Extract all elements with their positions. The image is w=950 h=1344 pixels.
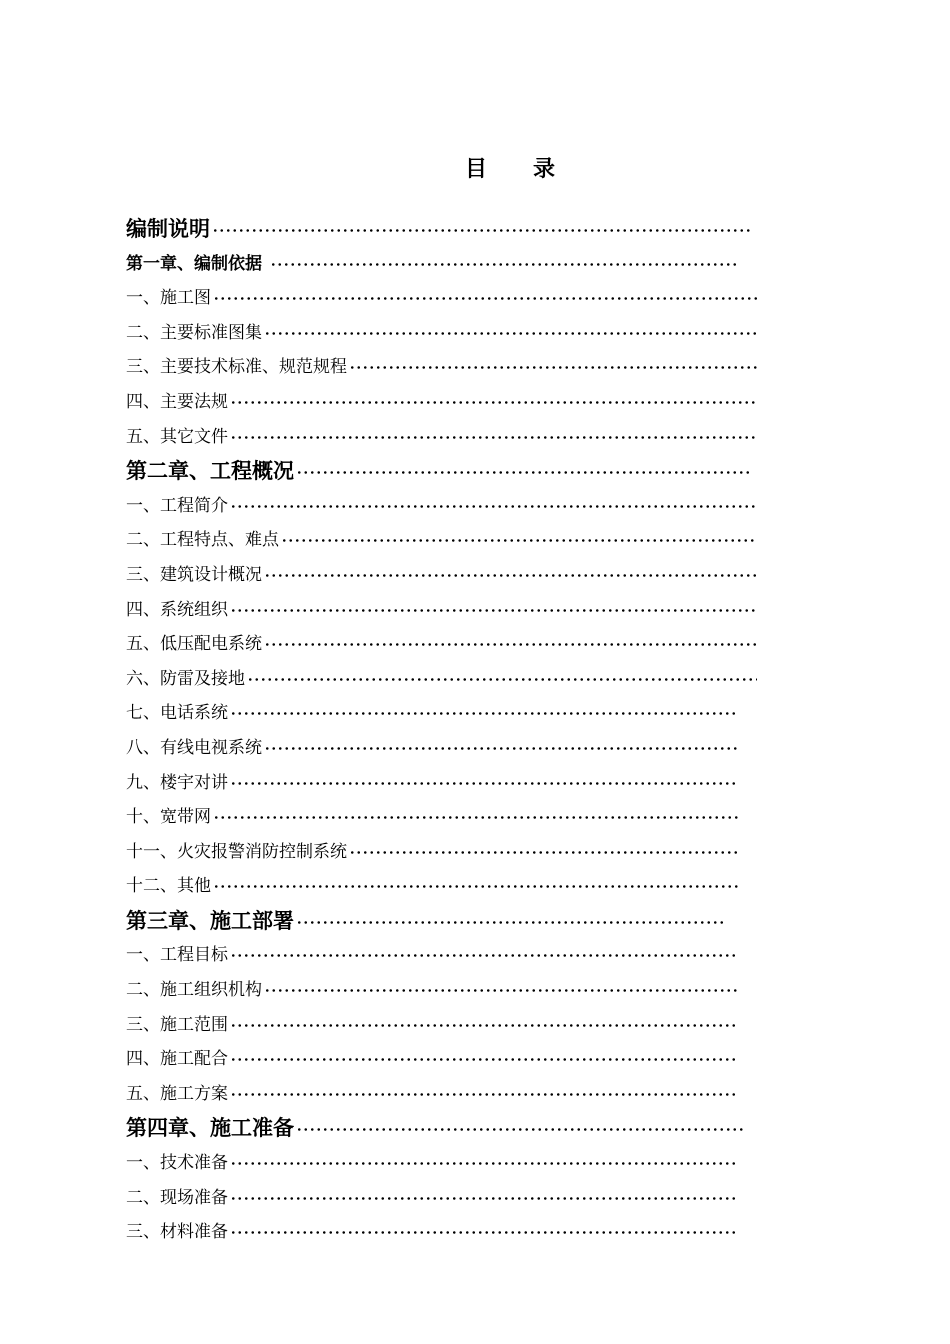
toc-entry[interactable] xyxy=(126,212,766,247)
toc-entry-label: 四、主要法规 xyxy=(126,391,228,412)
toc-entry[interactable] xyxy=(126,1042,766,1077)
toc-leader-dots xyxy=(264,332,757,335)
toc-title xyxy=(0,152,950,183)
toc-entry[interactable] xyxy=(126,1146,766,1181)
toc-entry[interactable] xyxy=(126,766,766,801)
toc-leader-dots xyxy=(230,1197,738,1200)
toc-entry-label: 四、系统组织 xyxy=(126,599,228,620)
toc-leader-dots xyxy=(270,263,738,266)
toc-entry[interactable] xyxy=(126,420,766,455)
toc-leader-dots xyxy=(213,885,741,888)
toc-leader-dots xyxy=(230,436,757,439)
toc-title-char-1: 目 xyxy=(464,156,487,182)
toc-entry-label: 九、楼宇对讲 xyxy=(126,772,228,793)
toc-leader-dots xyxy=(230,505,757,508)
toc-entry[interactable] xyxy=(126,593,766,628)
toc-entry[interactable] xyxy=(126,731,766,766)
toc-entry-label: 第一章、编制依据 xyxy=(126,253,268,274)
toc-entry-label: 六、防雷及接地 xyxy=(126,668,245,689)
toc-leader-dots xyxy=(230,1058,738,1061)
toc-entry[interactable] xyxy=(126,869,766,904)
toc-entry-label: 二、主要标准图集 xyxy=(126,322,262,343)
toc-leader-dots xyxy=(281,539,757,542)
toc-entry[interactable] xyxy=(126,938,766,973)
toc-entry-label: 三、材料准备 xyxy=(126,1222,228,1243)
toc-entry-label: 二、工程特点、难点 xyxy=(126,530,279,551)
toc-entry[interactable] xyxy=(126,1181,766,1216)
toc-entry[interactable] xyxy=(126,454,766,489)
toc-leader-dots xyxy=(230,1093,738,1096)
toc-leader-dots xyxy=(264,989,738,992)
toc-entry[interactable] xyxy=(126,523,766,558)
toc-leader-dots xyxy=(230,782,738,785)
toc-entry[interactable] xyxy=(126,1215,766,1250)
toc-entry[interactable] xyxy=(126,800,766,835)
toc-leader-dots xyxy=(264,574,757,577)
toc-entry[interactable] xyxy=(126,1111,766,1146)
table-of-contents xyxy=(126,212,766,1250)
toc-entry-label: 三、施工范围 xyxy=(126,1014,228,1035)
toc-entry-label: 十二、其他 xyxy=(126,876,211,897)
toc-entry-label: 七、电话系统 xyxy=(126,703,228,724)
toc-leader-dots xyxy=(349,366,757,369)
toc-leader-dots xyxy=(264,747,738,750)
toc-entry[interactable] xyxy=(126,350,766,385)
toc-entry[interactable] xyxy=(126,973,766,1008)
toc-leader-dots xyxy=(247,678,757,681)
toc-entry[interactable] xyxy=(126,1077,766,1112)
toc-entry-label: 一、工程目标 xyxy=(126,945,228,966)
toc-leader-dots xyxy=(296,1128,744,1131)
toc-leader-dots xyxy=(213,297,757,300)
toc-entry-label: 三、建筑设计概况 xyxy=(126,564,262,585)
toc-entry[interactable] xyxy=(126,489,766,524)
toc-entry[interactable] xyxy=(126,696,766,731)
toc-entry-label: 五、施工方案 xyxy=(126,1083,228,1104)
toc-leader-dots xyxy=(230,1231,738,1234)
toc-leader-dots xyxy=(296,921,725,924)
toc-leader-dots xyxy=(212,229,750,232)
toc-entry-label: 五、其它文件 xyxy=(126,426,228,447)
toc-leader-dots xyxy=(264,643,757,646)
toc-leader-dots xyxy=(349,851,738,854)
toc-entry-label: 第三章、施工部署 xyxy=(126,907,294,933)
toc-entry[interactable] xyxy=(126,1008,766,1043)
toc-entry-label: 一、技术准备 xyxy=(126,1153,228,1174)
toc-entry[interactable] xyxy=(126,904,766,939)
toc-entry-label: 三、主要技术标准、规范规程 xyxy=(126,357,347,378)
toc-entry[interactable] xyxy=(126,385,766,420)
toc-leader-dots xyxy=(213,816,738,819)
toc-entry-label: 编制说明 xyxy=(126,216,210,241)
toc-entry[interactable] xyxy=(126,316,766,351)
toc-title-char-2: 录 xyxy=(533,156,556,182)
toc-entry[interactable] xyxy=(126,281,766,316)
toc-leader-dots xyxy=(230,712,738,715)
toc-leader-dots xyxy=(296,471,750,474)
toc-entry[interactable] xyxy=(126,835,766,870)
toc-entry[interactable] xyxy=(126,662,766,697)
toc-entry[interactable] xyxy=(126,247,766,282)
toc-entry-label: 二、施工组织机构 xyxy=(126,980,262,1001)
toc-entry-label: 五、低压配电系统 xyxy=(126,634,262,655)
toc-leader-dots xyxy=(230,954,738,957)
toc-leader-dots xyxy=(230,1162,738,1165)
toc-leader-dots xyxy=(230,609,757,612)
toc-entry-label: 第二章、工程概况 xyxy=(126,458,294,484)
toc-entry-label: 第四章、施工准备 xyxy=(126,1115,294,1141)
toc-entry-label: 一、施工图 xyxy=(126,288,211,309)
toc-entry-label: 二、现场准备 xyxy=(126,1187,228,1208)
toc-entry-label: 十、宽带网 xyxy=(126,807,211,828)
toc-entry[interactable] xyxy=(126,627,766,662)
toc-entry-label: 四、施工配合 xyxy=(126,1049,228,1070)
toc-leader-dots xyxy=(230,1024,738,1027)
toc-entry-label: 八、有线电视系统 xyxy=(126,737,262,758)
toc-entry-label: 一、工程简介 xyxy=(126,495,228,516)
toc-entry[interactable] xyxy=(126,558,766,593)
toc-entry-label: 十一、火灾报警消防控制系统 xyxy=(126,841,347,862)
toc-leader-dots xyxy=(230,401,757,404)
